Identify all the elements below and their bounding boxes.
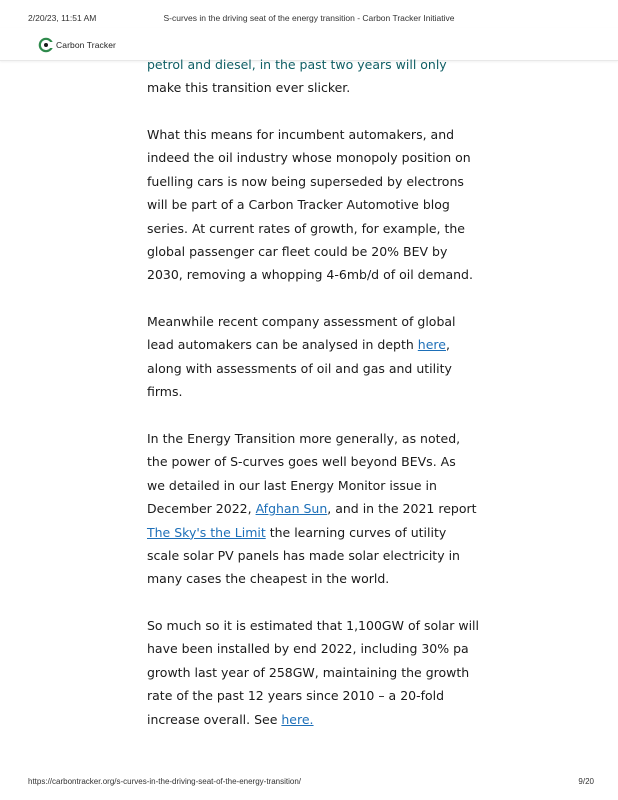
paragraph-line: make this transition ever slicker. xyxy=(147,80,351,96)
inline-text: , xyxy=(445,337,450,353)
print-footer xyxy=(0,777,618,789)
paragraph-line: will be part of a Carbon Tracker Automotive blog xyxy=(147,197,450,213)
paragraph-line: firms. xyxy=(147,384,183,400)
print-page-number: 9/20 xyxy=(578,777,594,786)
link-afghan-sun[interactable]: Afghan Sun xyxy=(255,501,328,517)
paragraph-line: scale solar PV panels has made solar electricity in xyxy=(147,547,460,563)
paragraph-line xyxy=(147,708,479,731)
paragraph-intro-end xyxy=(147,53,447,100)
inline-text: December 2022, xyxy=(147,501,256,517)
paragraph-line: rate of the past 12 years since 2010 – a 20-fold xyxy=(147,688,445,704)
paragraph-line xyxy=(147,521,477,544)
paragraph-line: fuelling cars is now being superseded by electrons xyxy=(147,173,464,189)
paragraph-company-assessment xyxy=(147,310,456,404)
inline-text: , and in the 2021 report xyxy=(327,501,477,517)
paragraph-line: So much so it is estimated that 1,100GW of solar will xyxy=(147,618,480,633)
inline-text: increase overall. See xyxy=(147,711,282,727)
paragraph-line: What this means for incumbent automakers, and xyxy=(147,127,455,142)
paragraph-solar-growth xyxy=(147,614,479,731)
paragraph-line: along with assessments of oil and gas and utility xyxy=(147,360,452,376)
paragraph-line: global passenger car fleet could be 20% BEV by xyxy=(147,243,448,259)
inline-text: the learning curves of utility xyxy=(265,524,447,540)
paragraph-line: we detailed in our last Energy Monitor issue in xyxy=(147,477,437,493)
paragraph-line xyxy=(147,333,456,356)
paragraph-incumbents xyxy=(147,123,473,287)
carbon-tracker-logo-icon xyxy=(38,37,54,53)
link-automakers-assessment[interactable]: here xyxy=(417,337,446,353)
link-skys-the-limit[interactable]: The Sky's the Limit xyxy=(147,524,266,540)
site-logo[interactable] xyxy=(38,36,116,54)
logo-text: Carbon Tracker xyxy=(56,40,116,50)
inline-text: lead automakers can be analysed in depth xyxy=(147,337,418,353)
paragraph-line: the power of S-curves goes well beyond BEVs. As xyxy=(147,454,456,470)
paragraph-line: indeed the oil industry whose monopoly position on xyxy=(147,150,471,166)
paragraph-line: have been installed by end 2022, including 30% pa xyxy=(147,641,469,657)
paragraph-line: petrol and diesel, in the past two years will only xyxy=(147,57,447,72)
print-header xyxy=(0,13,618,27)
paragraph-line: In the Energy Transition more generally, as noted, xyxy=(147,431,461,446)
paragraph-line: series. At current rates of growth, for example, the xyxy=(147,220,465,236)
print-url: https://carbontracker.org/s-curves-in-the-driving-seat-of-the-energy-transition/ xyxy=(28,777,301,786)
paragraph-line: growth last year of 258GW, maintaining the growth xyxy=(147,664,470,680)
print-page-title: S-curves in the driving seat of the energy transition - Carbon Tracker Initiative xyxy=(163,13,455,23)
paragraph-line: 2030, removing a whopping 4-6mb/d of oil demand. xyxy=(147,267,473,283)
print-date: 2/20/23, 11:51 AM xyxy=(28,13,97,23)
paragraph-line: many cases the cheapest in the world. xyxy=(147,571,390,587)
link-solar-here[interactable]: here. xyxy=(281,711,314,727)
paragraph-line xyxy=(147,497,477,520)
paragraph-energy-transition xyxy=(147,427,477,591)
paragraph-line: Meanwhile recent company assessment of global xyxy=(147,314,456,329)
